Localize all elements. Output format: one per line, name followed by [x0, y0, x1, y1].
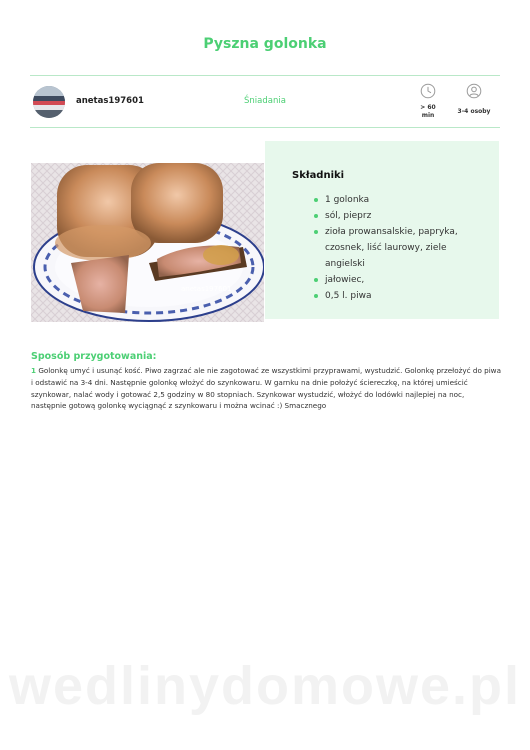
- recipe-category[interactable]: Śniadania: [244, 96, 286, 106]
- photo-caption: anetas197601: [181, 285, 232, 293]
- preparation-heading: Sposób przygotowania:: [31, 351, 157, 362]
- ingredient-item: 0,5 l. piwa: [314, 288, 484, 304]
- ingredient-item: jałowiec,: [314, 272, 484, 288]
- prep-time-value: > 60: [420, 104, 436, 111]
- servings: 3-4 osoby: [457, 108, 491, 115]
- ingredients-heading: Składniki: [292, 170, 345, 181]
- prep-time: [416, 104, 440, 120]
- clock-icon: [420, 83, 436, 99]
- ingredient-item: 1 golonka: [314, 192, 484, 208]
- ingredients-list: [314, 192, 484, 304]
- ingredients-panel: [265, 141, 499, 319]
- site-watermark: wedlinydomowe.pl: [8, 656, 522, 716]
- user-icon: [466, 83, 482, 99]
- prep-time-unit: min: [421, 112, 435, 119]
- step-number: 1: [31, 366, 37, 375]
- recipe-photo: [31, 163, 264, 322]
- author-avatar[interactable]: [33, 86, 65, 118]
- ingredient-item: sól, pieprz: [314, 208, 484, 224]
- ingredient-item: zioła prowansalskie, papryka, czosnek, liść laurowy, ziele angielski: [314, 224, 484, 272]
- recipe-info-bar: [30, 75, 500, 128]
- step-text: Golonkę umyć i usunąć kość. Piwo zagrzać ale nie zagotować ze wszystkimi przyprawami, wystudzić. Golonkę przełożyć do piwa i odstawić na 3-4 dni. Następnie golonkę włożyć do szynkowaru. W garnku na dnie położyć ściereczkę, na której umieścić szynkowar, nalać wody i gotować 2,5 godziny w 80 stopniach. Szynkowar wystudzić, włożyć do lodówki najlepiej na noc, następnie gotową golonkę wyciągnąć z szynkowaru i można wcinać :) Smacznego: [31, 366, 501, 411]
- preparation-step: [31, 365, 501, 412]
- recipe-title: Pyszna golonka: [203, 36, 327, 52]
- author-name[interactable]: anetas197601: [76, 96, 144, 106]
